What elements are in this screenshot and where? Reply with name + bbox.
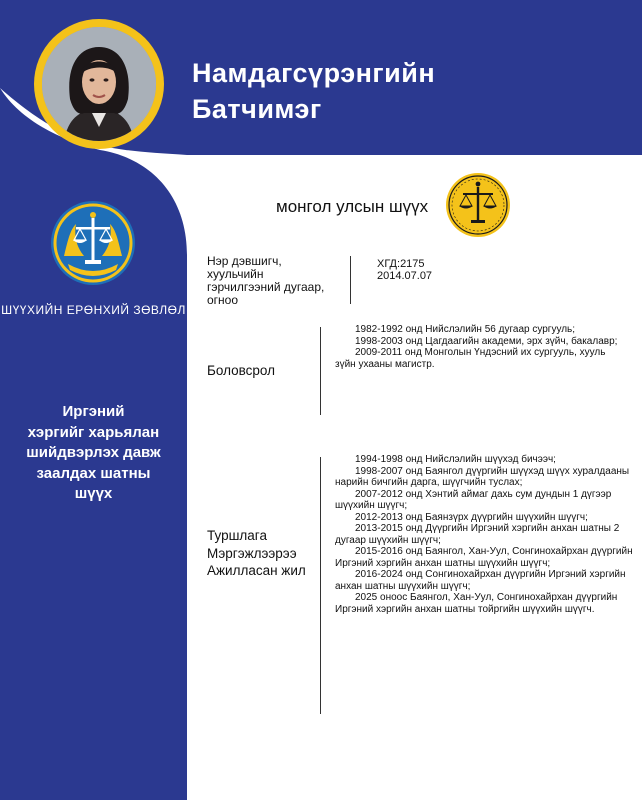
experience-label-line: Ажилласан жил [207,563,306,578]
experience-divider [320,457,321,714]
nomination-label-line: хуульчийн [207,267,264,281]
list-item: 2009-2011 онд Монголын Үндэсний их сургууль, хууль зүйн ухааны магистр. [335,347,606,370]
court-name-line: Иргэний [62,403,125,420]
court-name-line: хэргийг харьялан [27,423,160,441]
certificate-date: 2014.07.07 [377,270,433,282]
name-line-2: Батчимэг [192,94,322,124]
list-item: 2015-2016 онд Баянгол, Хан-Уул, Сонгинохайрхан дүүргийн Иргэний хэргийн анхан шатны шүүхийн шүүгч; [335,546,633,569]
list-item: 2016-2024 онд Сонгинохайрхан дүүргийн Иргэний хэргийн анхан шатны шүүхийн шүүгч; [335,569,626,592]
list-item: 2012-2013 онд Баянзүрх дүүргийн шүүхийн шүүгч; [355,511,588,523]
education-divider [320,327,321,415]
education-label: Боловсрол [207,363,275,378]
list-item: 2007-2012 онд Хэнтий аймаг дахь сум дундын 1 дүгээр шүүхийн шүүгч; [335,488,612,511]
certificate-number: ХГД:2175 [377,258,425,270]
court-name-line: заалдах шатны [36,464,151,482]
list-item: 1998-2003 онд Цагдаагийн академи, эрх зүйч, бакалавр; [355,335,618,347]
nomination-label [207,255,324,307]
experience-label [207,527,306,580]
list-item: 2025 оноос Баянгол, Хан-Уул, Сонгинохайрхан дүүргийн Иргэний хэргийн анхан шатны тойргийн шүүхийн шүүгч. [335,592,618,615]
nomination-label-line: Нэр дэвшигч, [207,254,282,268]
court-name-line: шүүх [74,485,113,502]
nomination-label-line: огноо [207,293,239,307]
list-item: 1998-2007 онд Баянгол дүүргийн шүүхэд шүүх хуралдааны нарийн бичгийн дарга, шүүгчийн туслах; [335,465,630,488]
certificate-value [377,258,432,282]
portrait-photo [42,27,156,141]
person-name [192,55,435,127]
court-name-line: шийдвэрлэх давж [26,444,161,461]
council-name: ШҮҮХИЙН ЕРӨНХИЙ ЗӨВЛӨЛ [1,303,186,317]
list-item: 1982-1992 онд Нийслэлийн 56 дугаар сургууль; [355,324,576,335]
experience-label-line: Мэргэжлээрээ [207,545,297,561]
judicial-council-emblem [50,200,136,291]
experience-list [335,454,637,615]
education-list [335,324,625,370]
portrait-frame [34,19,164,149]
experience-label-line: Туршлага [207,528,267,543]
court-name [0,402,187,505]
list-item: 1994-1998 онд Нийслэлийн шүүхэд бичээч; [355,454,556,465]
nomination-divider [350,256,351,304]
nomination-label-line: гэрчилгээний дугаар, [207,280,325,294]
list-item: 2013-2015 онд Дүүргийн Иргэний хэргийн анхан шатны 2 дугаар шүүхийн шүүгч; [335,523,620,546]
name-line-1: Намдагсүрэнгийн [192,58,436,88]
page-title: монгол улсын шүүх [276,197,429,216]
court-scales-emblem [445,172,511,243]
